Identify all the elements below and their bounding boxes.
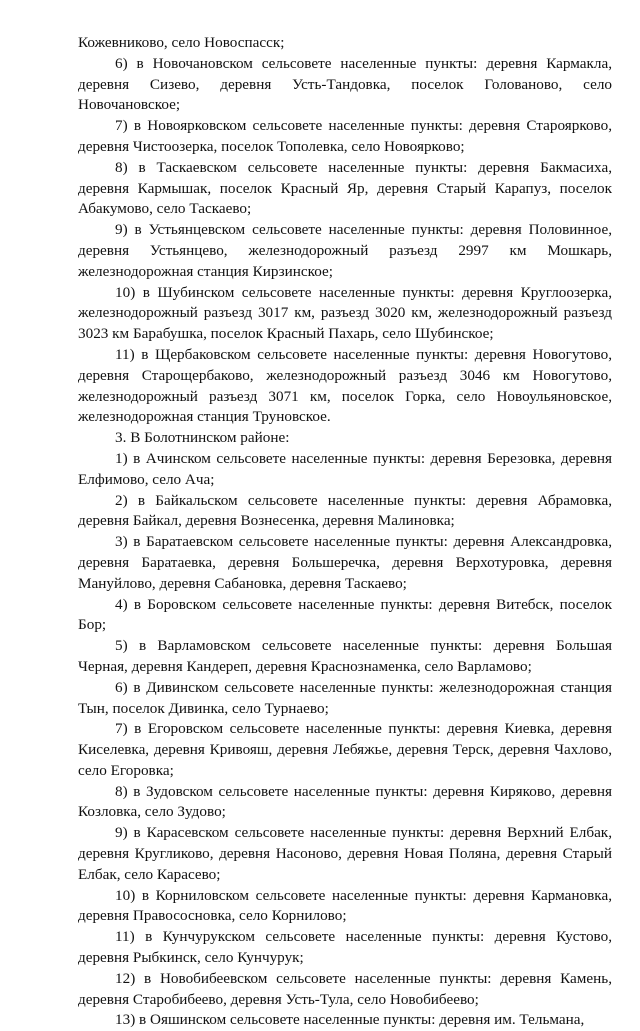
section-heading-bolotninsky: 3. В Болотнинском районе: bbox=[115, 429, 290, 447]
paragraph-item-1-achinsky: 1) в Ачинском сельсовете населенные пункты: деревня Березовка, деревня Елфимово, село Ача; bbox=[78, 449, 612, 488]
paragraph-item-13-oyashinsky: 13) в Ояшинском сельсовете населенные пункты: деревня им. Тельмана, bbox=[115, 1011, 585, 1029]
paragraph-item-6-divinsky: 6) в Дивинском сельсовете населенные пункты: железнодорожная станция Тын, поселок Дивинка, село Турнаево; bbox=[78, 678, 612, 717]
paragraph-item-10-shubinsky: 10) в Шубинском сельсовете населенные пункты: деревня Круглоозерка, железнодорожный разъезд 3017 км, разъезд 3020 км, железнодорожный разъезд 3023 км Барабушка, поселок Красный Пахарь, село Шубинское; bbox=[78, 283, 612, 343]
paragraph-item-9-karasevsky: 9) в Карасевском сельсовете населенные пункты: деревня Верхний Елбак, деревня Кругликово, деревня Насоново, деревня Новая Поляна, деревня Старый Елбак, село Карасево; bbox=[78, 824, 612, 883]
paragraph-item-8-zudovsky: 8) в Зудовском сельсовете населенные пункты: деревня Киряково, деревня Козловка, село Зудово; bbox=[78, 782, 612, 821]
paragraph-item-3-barataevsky: 3) в Баратаевском сельсовете населенные пункты: деревня Александровка, деревня Баратаевка, деревня Большеречка, деревня Верхотуровка, деревня Мануйлово, деревня Сабановка, деревня Таскаево; bbox=[78, 533, 612, 592]
paragraph-item-5-varlamovsky: 5) в Варламовском сельсовете населенные пункты: деревня Большая Черная, деревня Кандереп, деревня Краснознаменка, село Варламово; bbox=[78, 637, 612, 675]
paragraph-item-10-kornilovsky: 10) в Корниловском сельсовете населенные пункты: деревня Кармановка, деревня Правососновка, село Корнилово; bbox=[78, 886, 612, 925]
paragraph-item-12-novobibeevsky: 12) в Новобибеевском сельсовете населенные пункты: деревня Камень, деревня Старобибеево, деревня Усть-Тула, село Новобибеево; bbox=[78, 969, 612, 1008]
paragraph-item-7-novoyarkovsky: 7) в Новоярковском сельсовете населенные пункты: деревня Староярково, деревня Чистоозерка, поселок Тополевка, село Новоярково; bbox=[78, 117, 612, 155]
paragraph-item-6-novochanovsky: 6) в Новочановском сельсовете населенные пункты: деревня Кармакла, деревня Сизево, деревня Усть-Тандовка, поселок Голованово, село Новочановское; bbox=[78, 54, 612, 114]
paragraph-item-4-borovsky: 4) в Боровском сельсовете населенные пункты: деревня Витебск, поселок Бор; bbox=[78, 595, 612, 634]
paragraph-continuation: Кожевниково, село Новоспасск; bbox=[78, 34, 285, 51]
paragraph-item-8-taskaevsky: 8) в Таскаевском сельсовете населенные пункты: деревня Бакмасиха, деревня Кармышак, поселок Красный Яр, деревня Старый Карапуз, поселок Абакумово, село Таскаево; bbox=[78, 158, 612, 218]
paragraph-item-11-kunchuruksky: 11) в Кунчурукском сельсовете населенные пункты: деревня Кустово, деревня Рыбкинск, село Кунчурук; bbox=[78, 928, 612, 967]
paragraph-item-7-egorovsky: 7) в Егоровском сельсовете населенные пункты: деревня Киевка, деревня Киселевка, деревня Кривояш, деревня Лебяжье, деревня Терск, деревня Чахлово, село Егоровка; bbox=[78, 720, 612, 779]
paragraph-item-11-shcherbakovsky: 11) в Щербаковском сельсовете населенные пункты: деревня Новогутово, деревня Старощербаково, железнодорожный разъезд 3046 км Новогутово, железнодорожный разъезд 3071 км, поселок Горка, село Новоульяновское, железнодорожная станция Труновское. bbox=[78, 345, 612, 426]
paragraph-item-2-baikalsky: 2) в Байкальском сельсовете населенные пункты: деревня Абрамовка, деревня Байкал, деревня Вознесенка, деревня Малиновка; bbox=[78, 491, 612, 530]
document-page bbox=[78, 33, 612, 1031]
paragraph-item-9-ustyantsevsky: 9) в Устьянцевском сельсовете населенные пункты: деревня Половинное, деревня Устьянцево, железнодорожный разъезд 2997 км Мошкарь, железнодорожная станция Кирзинское; bbox=[78, 221, 612, 280]
